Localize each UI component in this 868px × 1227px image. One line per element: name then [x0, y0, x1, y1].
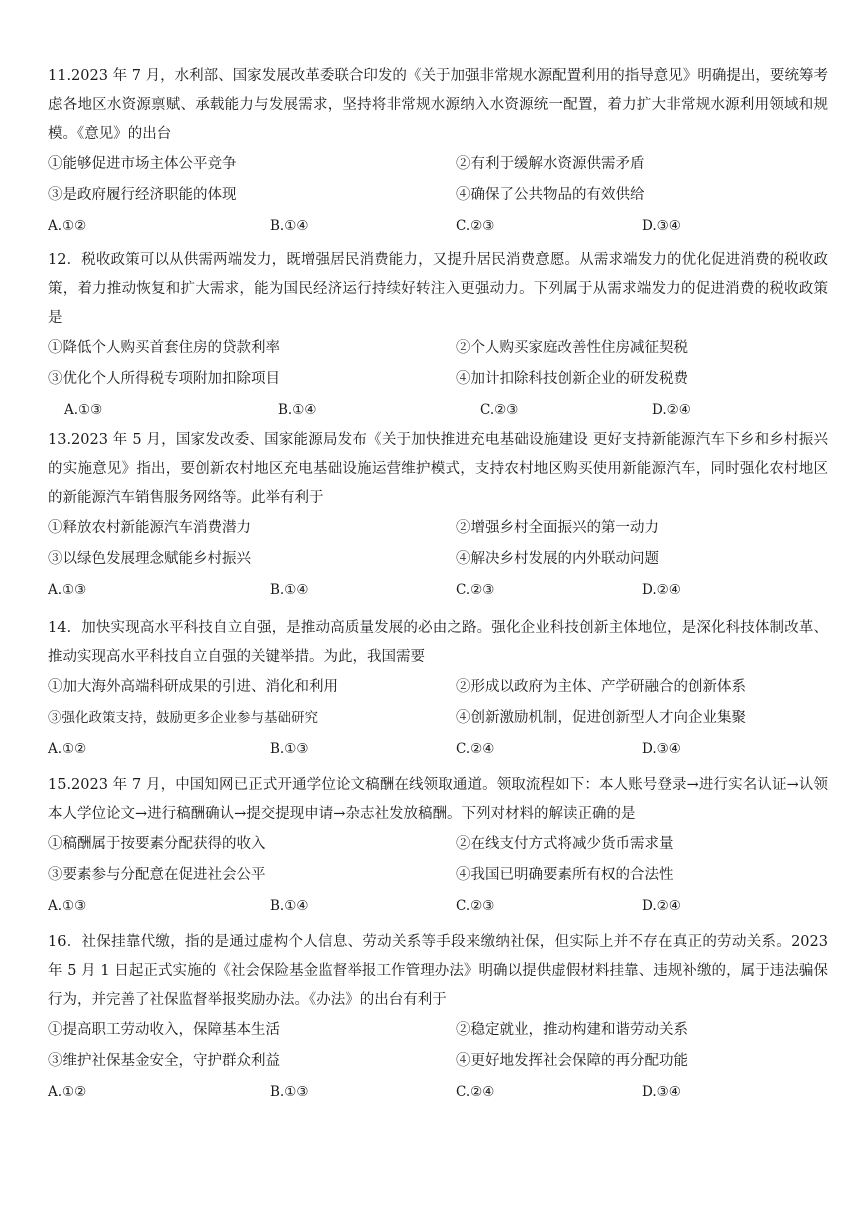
option-2: ②有利于缓解水资源供需矛盾	[456, 156, 645, 172]
option-2: ②稳定就业，推动构建和谐劳动关系	[456, 1022, 688, 1038]
option-row	[48, 544, 828, 575]
answer-row	[48, 1077, 828, 1108]
option-row	[48, 333, 828, 364]
option-row	[48, 513, 828, 544]
answer-row	[48, 575, 828, 606]
option-row	[48, 860, 828, 891]
answer-row	[48, 395, 828, 426]
option-1: ①释放农村新能源汽车消费潜力	[48, 520, 251, 536]
answer-c: C.②④	[456, 1084, 495, 1100]
question-stem: 16．社保挂靠代缴，指的是通过虚构个人信息、劳动关系等手段来缴纳社保，但实际上并不存在真正的劳动关系。2023 年 5 月 1 日起正式实施的《社会保险基金监督举报工作管理办法》明确以提供虚假材料挂靠、违规补缴的，属于违法骗保行为，并完善了社保监督举报奖励办法。《办法》的出台有利于	[48, 934, 828, 1008]
answer-d: D.②④	[642, 582, 681, 598]
option-4: ④我国已明确要素所有权的合法性	[456, 867, 674, 883]
option-row	[48, 703, 828, 734]
question-12	[48, 246, 828, 426]
option-3: ③以绿色发展理念赋能乡村振兴	[48, 551, 251, 567]
option-2: ②在线支付方式将减少货币需求量	[456, 836, 674, 852]
answer-c: C.②③	[456, 582, 495, 598]
answer-c: C.②③	[480, 402, 519, 418]
answer-a: A.①③	[48, 582, 87, 598]
option-1: ①提高职工劳动收入，保障基本生活	[48, 1022, 280, 1038]
question-16	[48, 928, 828, 1108]
answer-a: A.①③	[48, 898, 87, 914]
question-stem: 14．加快实现高水平科技自立自强，是推动高质量发展的必由之路。强化企业科技创新主体地位，是深化科技体制改革、推动实现高水平科技自立自强的关键举措。为此，我国需要	[48, 620, 828, 665]
question-15	[48, 771, 828, 922]
option-4: ④更好地发挥社会保障的再分配功能	[456, 1053, 688, 1069]
question-14	[48, 614, 828, 765]
option-1: ①加大海外高端科研成果的引进、消化和利用	[48, 679, 338, 695]
option-row	[48, 149, 828, 180]
option-row	[48, 180, 828, 211]
answer-b: B.①④	[278, 402, 317, 418]
answer-d: D.③④	[642, 218, 681, 234]
option-4: ④解决乡村发展的内外联动问题	[456, 551, 659, 567]
answer-c: C.②③	[456, 218, 495, 234]
option-4: ④加计扣除科技创新企业的研发税费	[456, 371, 688, 387]
option-4: ④创新激励机制，促进创新型人才向企业集聚	[456, 710, 746, 726]
answer-b: B.①④	[270, 898, 309, 914]
question-stem: 11.2023 年 7 月，水利部、国家发展改革委联合印发的《关于加强非常规水源配置利用的指导意见》明确提出，要统筹考虑各地区水资源禀赋、承载能力与发展需求，坚持将非常规水源纳入水资源统一配置，着力扩大非常规水源利用领域和规模。《意见》的出台	[48, 68, 828, 142]
option-3: ③优化个人所得税专项附加扣除项目	[48, 371, 280, 387]
answer-d: D.③④	[642, 741, 681, 757]
answer-b: B.①③	[270, 1084, 309, 1100]
answer-a: A.①②	[48, 218, 87, 234]
answer-b: B.①④	[270, 582, 309, 598]
answer-row	[48, 211, 828, 242]
option-row	[48, 364, 828, 395]
option-1: ①降低个人购买首套住房的贷款利率	[48, 340, 280, 356]
answer-d: D.②④	[642, 898, 681, 914]
option-1: ①能够促进市场主体公平竞争	[48, 156, 237, 172]
option-4: ④确保了公共物品的有效供给	[456, 187, 645, 203]
option-row	[48, 672, 828, 703]
answer-b: B.①③	[270, 741, 309, 757]
answer-d: D.③④	[642, 1084, 681, 1100]
option-2: ②增强乡村全面振兴的第一动力	[456, 520, 659, 536]
option-3: ③维护社保基金安全，守护群众利益	[48, 1053, 280, 1069]
answer-c: C.②④	[456, 741, 495, 757]
answer-b: B.①④	[270, 218, 309, 234]
option-2: ②个人购买家庭改善性住房减征契税	[456, 340, 688, 356]
option-3: ③是政府履行经济职能的体现	[48, 187, 237, 203]
answer-a: A.①②	[48, 741, 87, 757]
answer-row	[48, 734, 828, 765]
question-13	[48, 426, 828, 606]
option-3: ③要素参与分配意在促进社会公平	[48, 867, 266, 883]
option-row	[48, 829, 828, 860]
question-stem: 13.2023 年 5 月，国家发改委、国家能源局发布《关于加快推进充电基础设施建设 更好支持新能源汽车下乡和乡村振兴的实施意见》指出，要创新农村地区充电基础设施运营维护模式，支持农村地区购买使用新能源汽车，同时强化农村地区的新能源汽车销售服务网络等。此举有利于	[48, 432, 828, 506]
question-11	[48, 62, 828, 242]
option-1: ①稿酬属于按要素分配获得的收入	[48, 836, 266, 852]
option-row	[48, 1015, 828, 1046]
question-stem: 12．税收政策可以从供需两端发力，既增强居民消费能力，又提升居民消费意愿。从需求端发力的优化促进消费的税收政策，着力推动恢复和扩大需求，能为国民经济运行持续好转注入更强动力。下列属于从需求端发力的促进消费的税收政策是	[48, 252, 828, 326]
option-3: ③强化政策支持，鼓励更多企业参与基础研究	[48, 710, 318, 726]
answer-a: A.①③	[64, 402, 103, 418]
answer-d: D.②④	[652, 402, 691, 418]
answer-c: C.②③	[456, 898, 495, 914]
question-stem: 15.2023 年 7 月，中国知网已正式开通学位论文稿酬在线领取通道。领取流程如下：本人账号登录→进行实名认证→认领本人学位论文→进行稿酬确认→提交提现申请→杂志社发放稿酬。下列对材料的解读正确的是	[48, 777, 828, 822]
answer-a: A.①②	[48, 1084, 87, 1100]
option-2: ②形成以政府为主体、产学研融合的创新体系	[456, 679, 746, 695]
option-row	[48, 1046, 828, 1077]
answer-row	[48, 891, 828, 922]
